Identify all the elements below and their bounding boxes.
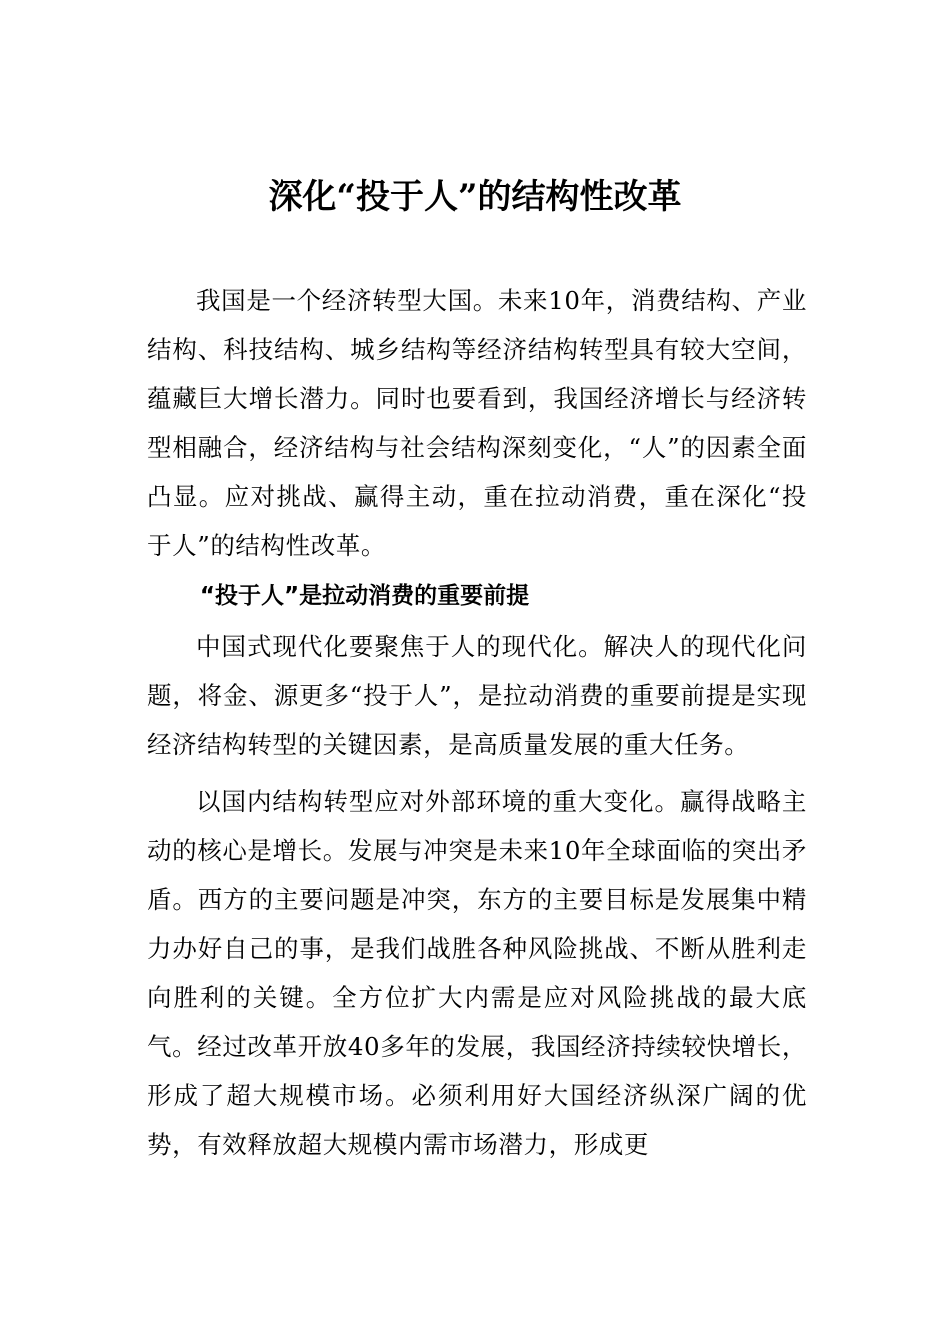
paragraph-gap: [147, 769, 807, 777]
document-body: [147, 276, 807, 1169]
section-heading: “投于人”是拉动消费的重要前提: [199, 583, 530, 609]
paragraph-modernization: 中国式现代化要聚焦于人的现代化。解决人的现代化问题，将金、源更多“投于人”，是拉动消费的重要前提是实现经济结构转型的关键因素，是高质量发展的重大任务。: [147, 632, 807, 759]
paragraph-structural-transformation: 以国内结构转型应对外部环境的重大变化。赢得战略主动的核心是增长。发展与冲突是未来10年全球面临的突出矛盾。西方的主要问题是冲突，东方的主要目标是发展集中精力办好自己的事，是我们战胜各种风险挑战、不断从胜利走向胜利的关键。全方位扩大内需是应对风险挑战的最大底气。经过改革开放40多年的发展，我国经济持续较快增长，形成了超大规模市场。必须利用好大国经济纵深广阔的优势，有效释放超大规模内需市场潜力，形成更: [147, 787, 807, 1159]
paragraph-intro: 我国是一个经济转型大国。未来10年，消费结构、产业结构、科技结构、城乡结构等经济结构转型具有较大空间，蕴藏巨大增长潜力。同时也要看到，我国经济增长与经济转型相融合，经济结构与社会结构深刻变化，“人”的因素全面凸显。应对挑战、赢得主动，重在拉动消费，重在深化“投于人”的结构性改革。: [147, 286, 807, 560]
document-title: 深化“投于人”的结构性改革: [268, 177, 682, 217]
